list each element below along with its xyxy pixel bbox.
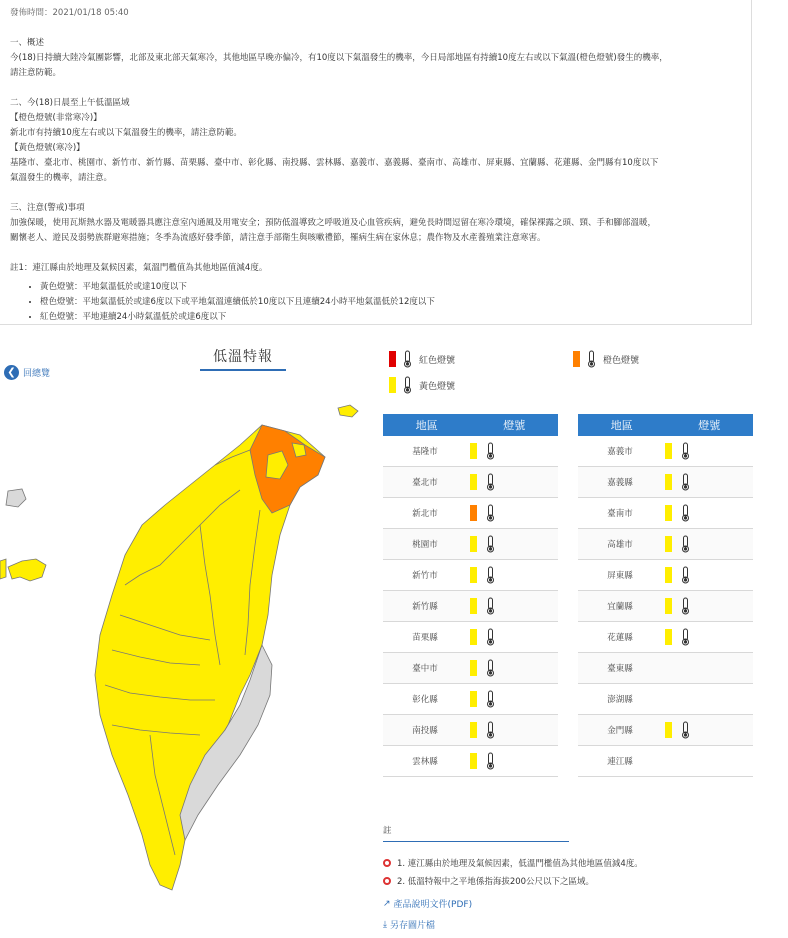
section1-body2: 請注意防範。	[10, 68, 62, 78]
thermometer-icon	[485, 566, 496, 584]
header-region: 地區	[415, 419, 438, 432]
signal-swatch	[665, 722, 672, 738]
table-row	[383, 684, 558, 715]
back-arrow-icon: ❮	[4, 365, 19, 380]
red-swatch	[389, 351, 396, 367]
region-name: 新竹市	[412, 571, 438, 581]
region-name: 臺中市	[412, 664, 438, 674]
signal-definitions	[40, 280, 741, 325]
section2-yellow-body2: 氣溫發生的機率，請注意。	[10, 173, 113, 183]
signal-swatch	[470, 722, 477, 738]
legend-yellow-label: 黃色燈號	[419, 381, 456, 392]
region-name: 高雄市	[607, 540, 633, 550]
penghu-island-map-2	[0, 559, 6, 579]
thermometer-icon	[680, 566, 691, 584]
region-name: 苗栗縣	[412, 633, 438, 643]
region-name: 彰化縣	[412, 695, 438, 705]
bullet-icon	[383, 859, 391, 867]
table-row	[383, 622, 558, 653]
thermometer-icon	[680, 504, 691, 522]
thermometer-icon	[586, 350, 597, 368]
header-signal: 燈號	[503, 419, 526, 432]
signal-swatch	[470, 753, 477, 769]
signal-swatch	[470, 660, 477, 676]
section3-title: 三、注意(警戒)事項	[10, 203, 85, 213]
page-title: 低溫特報	[200, 346, 286, 371]
header-signal: 燈號	[698, 419, 721, 432]
table-row	[383, 715, 558, 746]
region-name: 花蓮縣	[607, 633, 633, 643]
table-row	[578, 746, 753, 777]
region-name: 南投縣	[412, 726, 438, 736]
thermometer-icon	[680, 473, 691, 491]
region-name: 屏東縣	[607, 571, 633, 581]
thermometer-icon	[680, 535, 691, 553]
save-image-label: 另存圖片檔	[389, 921, 435, 931]
signal-cell	[467, 566, 496, 584]
table-row	[578, 591, 753, 622]
region-name: 連江縣	[607, 757, 633, 767]
taiwan-map	[0, 395, 375, 895]
pdf-link[interactable]	[383, 897, 472, 910]
yellow-swatch	[389, 377, 396, 393]
thermometer-icon	[485, 659, 496, 677]
signal-swatch	[665, 505, 672, 521]
table-row	[383, 498, 558, 529]
region-name: 嘉義市	[607, 447, 633, 457]
signal-cell	[467, 628, 496, 646]
region-name: 臺東縣	[607, 664, 633, 674]
orange-swatch	[573, 351, 580, 367]
section2-title: 二、今(18)日晨至上午低溫區域	[10, 98, 130, 108]
section2-orange-body: 新北市有持續10度左右或以下氣溫發生的機率，請注意防範。	[10, 128, 242, 138]
region-table-right	[578, 414, 753, 777]
region-name: 澎湖縣	[607, 695, 633, 705]
back-to-overview-link[interactable]	[4, 365, 50, 380]
region-name: 嘉義縣	[607, 478, 633, 488]
definition-yellow: • 黃色燈號：平地氣溫低於或達10度以下	[40, 280, 741, 295]
signal-swatch	[665, 474, 672, 490]
definition-red: • 紅色燈號：平地連續24小時氣溫低於或達6度以下	[40, 310, 741, 325]
signal-cell	[662, 566, 691, 584]
signal-swatch	[665, 536, 672, 552]
note1: 註1：連江縣由於地理及氣候因素，氣溫門檻值為其他地區值減4度。	[10, 263, 268, 273]
signal-swatch	[470, 505, 477, 521]
signal-cell	[467, 659, 496, 677]
signal-cell	[662, 597, 691, 615]
thermometer-icon	[402, 376, 413, 394]
signal-swatch	[470, 474, 477, 490]
table-row	[578, 653, 753, 684]
table-row	[578, 684, 753, 715]
legend-yellow	[389, 376, 455, 394]
region-name: 雲林縣	[412, 757, 438, 767]
signal-cell	[467, 473, 496, 491]
legend-orange-label: 橙色燈號	[603, 355, 640, 366]
publish-time: 發佈時間：2021/01/18 05:40	[10, 8, 129, 18]
signal-swatch	[665, 598, 672, 614]
table-row	[578, 622, 753, 653]
table-row	[383, 591, 558, 622]
region-table-left	[383, 414, 558, 777]
signal-swatch	[665, 443, 672, 459]
section3-body2: 關懷老人、遊民及弱勢族群避寒措施；冬季為流感好發季節，請注意手部衛生與咳嗽禮節，罹病生病在家休息；農作物及水產養殖業注意寒害。	[10, 233, 546, 243]
region-name: 基隆市	[412, 447, 438, 457]
signal-swatch	[470, 443, 477, 459]
kinmen-island-map	[8, 559, 46, 581]
section2-yellow-body: 基隆市、臺北市、桃園市、新竹市、新竹縣、苗栗縣、臺中市、彰化縣、南投縣、雲林縣、嘉義市、嘉義縣、臺南市、高雄市、屏東縣、宜蘭縣、花蓮縣、金門縣有10度以下	[10, 158, 659, 168]
legend-red	[389, 350, 455, 368]
section2-orange: 【橙色燈號(非常寒冷)】	[10, 113, 102, 123]
signal-cell	[662, 628, 691, 646]
signal-swatch	[470, 629, 477, 645]
signal-swatch	[470, 598, 477, 614]
signal-cell	[662, 504, 691, 522]
signal-swatch	[470, 536, 477, 552]
table-row	[383, 560, 558, 591]
table-row	[578, 498, 753, 529]
signal-cell	[467, 752, 496, 770]
section1-body: 今(18)日持續大陸冷氣團影響，北部及東北部天氣寒冷，其他地區早晚亦偏冷，有10度以下氣溫發生的機率，今日局部地區有持續10度左右或以下氣溫(橙色燈號)發生的機率，	[10, 53, 668, 63]
table-header	[383, 414, 558, 436]
bullet-icon	[383, 877, 391, 885]
signal-swatch	[470, 567, 477, 583]
section2-yellow: 【黃色燈號(寒冷)】	[10, 143, 85, 153]
signal-cell	[467, 442, 496, 460]
notes-section	[383, 824, 643, 890]
region-name: 桃園市	[412, 540, 438, 550]
region-name: 臺北市	[412, 478, 438, 488]
penghu-island-map	[6, 489, 26, 507]
thermometer-icon	[680, 721, 691, 739]
table-row	[578, 560, 753, 591]
back-label: 回總覽	[23, 369, 51, 379]
pdf-link-label: 產品說明文件(PDF)	[393, 900, 473, 910]
table-row	[578, 467, 753, 498]
signal-cell	[662, 535, 691, 553]
table-row	[383, 653, 558, 684]
save-image-link[interactable]	[383, 918, 435, 931]
thermometer-icon	[485, 504, 496, 522]
thermometer-icon	[680, 628, 691, 646]
region-name: 金門縣	[607, 726, 633, 736]
signal-swatch	[470, 691, 477, 707]
region-name: 新北市	[412, 509, 438, 519]
definition-orange: • 橙色燈號：平地氣溫低於或達6度以下或平地氣溫連續低於10度以下且連續24小時平地氣溫低於12度以下	[40, 295, 741, 310]
thermometer-icon	[485, 752, 496, 770]
warning-text-panel	[0, 0, 752, 325]
table-row	[578, 529, 753, 560]
signal-cell	[662, 473, 691, 491]
external-link-icon: ↗	[383, 898, 391, 909]
table-row	[383, 746, 558, 777]
table-row	[383, 467, 558, 498]
thermometer-icon	[485, 690, 496, 708]
matsu-island-map	[338, 405, 358, 417]
region-name: 臺南市	[607, 509, 633, 519]
note-text: 2. 低溫特報中之平地係指海拔200公尺以下之區域。	[397, 877, 595, 887]
legend-orange	[573, 350, 639, 368]
thermometer-icon	[485, 535, 496, 553]
table-row	[578, 436, 753, 467]
thermometer-icon	[485, 442, 496, 460]
signal-swatch	[665, 629, 672, 645]
region-name: 宜蘭縣	[607, 602, 633, 612]
signal-cell	[662, 721, 691, 739]
signal-cell	[467, 721, 496, 739]
thermometer-icon	[680, 442, 691, 460]
note-text: 1. 連江縣由於地理及氣候因素，低溫門檻值為其他地區值減4度。	[397, 859, 643, 869]
signal-cell	[467, 690, 496, 708]
thermometer-icon	[485, 597, 496, 615]
signal-cell	[662, 442, 691, 460]
signal-swatch	[665, 567, 672, 583]
table-row	[383, 529, 558, 560]
header-region: 地區	[610, 419, 633, 432]
signal-cell	[467, 504, 496, 522]
thermometer-icon	[485, 473, 496, 491]
section1-title: 一、概述	[10, 38, 45, 48]
table-row	[578, 715, 753, 746]
thermometer-icon	[402, 350, 413, 368]
region-name: 新竹縣	[412, 602, 438, 612]
notes-title: 註	[383, 824, 569, 842]
table-header	[578, 414, 753, 436]
note-item	[383, 854, 643, 872]
thermometer-icon	[485, 628, 496, 646]
signal-cell	[467, 597, 496, 615]
signal-cell	[467, 535, 496, 553]
note-item	[383, 872, 643, 890]
legend-red-label: 紅色燈號	[419, 355, 456, 366]
section3-body: 加強保暖，使用瓦斯熱水器及電暖器具應注意室內通風及用電安全；預防低溫導致之呼吸道及心血管疾病，避免長時間逗留在寒冷環境，確保裸露之頭、頸、手和腳部溫暖，	[10, 218, 657, 228]
thermometer-icon	[680, 597, 691, 615]
thermometer-icon	[485, 721, 496, 739]
table-row	[383, 436, 558, 467]
download-icon: ⤓	[383, 919, 387, 930]
